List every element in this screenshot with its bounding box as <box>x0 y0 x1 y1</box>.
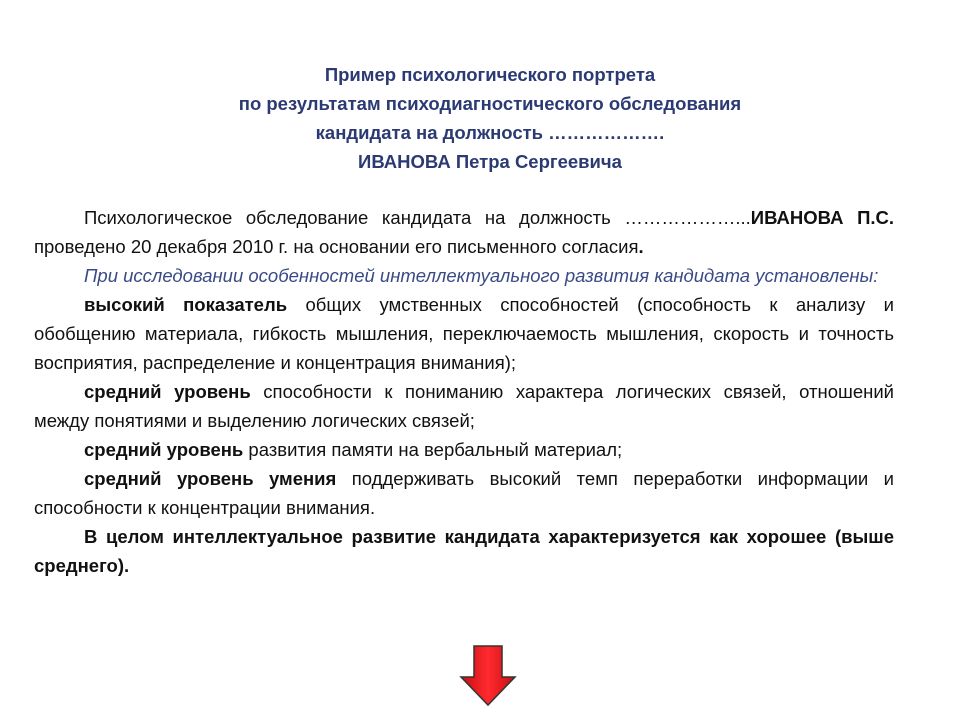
paragraph-intro <box>34 203 894 261</box>
logic-level-text: способности к пониманию характера логических связей, отношений между понятиями и выделению логических связей; <box>34 381 894 431</box>
paragraph-high-indicator <box>34 290 894 377</box>
tempo-level-text: поддерживать высокий темп переработки информации и способности к концентрации внимания. <box>34 468 894 518</box>
paragraph-memory <box>34 435 894 464</box>
paragraph-conclusion <box>34 522 894 580</box>
conclusion-text: В целом интеллектуальное развитие кандидата характеризуется как хорошее (выше среднего). <box>34 526 894 576</box>
paragraph-logic <box>34 377 894 435</box>
intro-text: Психологическое обследование кандидата на должность ………………... <box>84 207 751 228</box>
high-indicator-text: общих умственных способностей (способность к анализу и обобщению материала, гибкость мышления, переключаемость мышления, скорость и точность восприятия, распределение и концентрация внимания); <box>34 294 894 373</box>
candidate-name: ИВАНОВА П.С. <box>750 207 894 228</box>
title-line-1: Пример психологического портрета <box>324 64 656 85</box>
intro-text-cont: проведено 20 декабря 2010 г. на основании его письменного согласия <box>34 236 639 257</box>
page-title <box>100 60 880 176</box>
document-body <box>34 203 894 580</box>
paragraph-findings-heading: При исследовании особенностей интеллектуального развития кандидата установлены: <box>84 265 879 286</box>
tempo-level-label: средний уровень умения <box>84 468 337 489</box>
down-arrow-icon <box>459 645 517 707</box>
intro-period: . <box>638 236 644 257</box>
title-line-4: ИВАНОВА Петра Сергеевича <box>358 151 622 172</box>
paragraph-tempo <box>34 464 894 522</box>
memory-level-label: средний уровень <box>84 439 244 460</box>
title-line-2: по результатам психодиагностического обследования <box>238 93 742 114</box>
logic-level-label: средний уровень <box>84 381 251 402</box>
memory-level-text: развития памяти на вербальный материал; <box>243 439 623 460</box>
title-line-3: кандидата на должность ………………. <box>315 122 665 143</box>
high-indicator-label: высокий показатель <box>84 294 288 315</box>
